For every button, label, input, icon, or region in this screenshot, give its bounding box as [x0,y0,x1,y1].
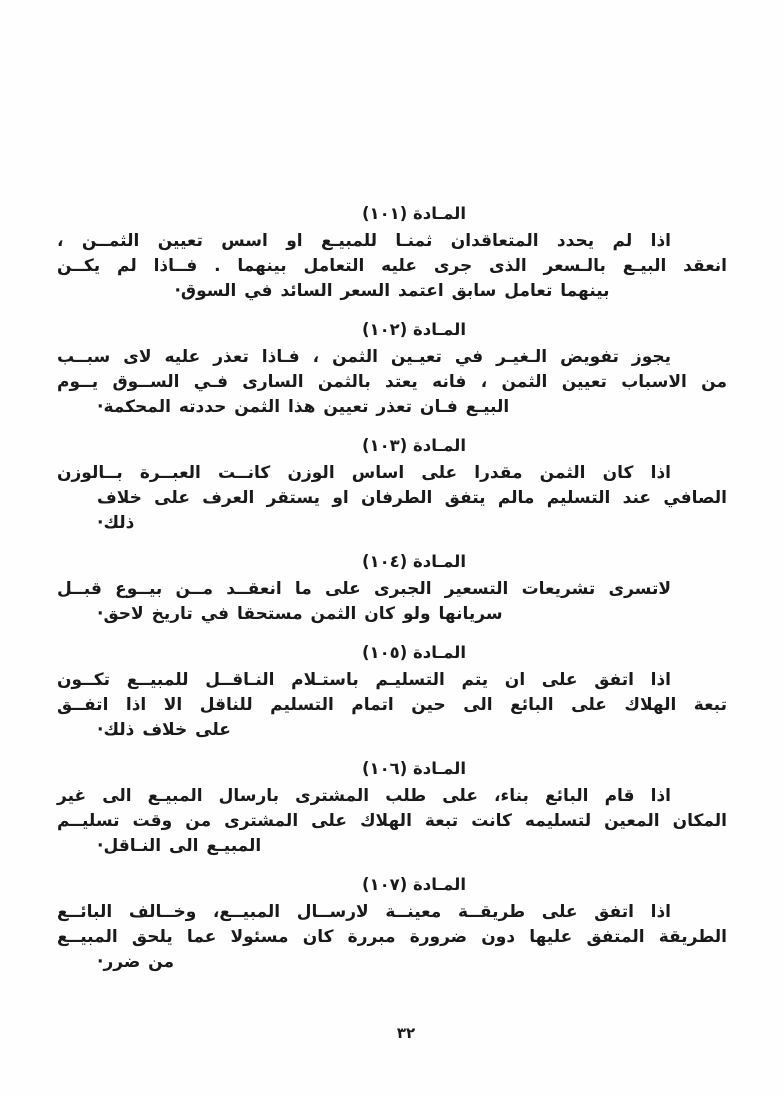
article-text-line: اذا لم يحدد المتعاقدان ثمنـا للمبيـع او اسس تعيين الثمــن ، [57,231,671,251]
article-text-line: يجوز تفويض الـغيـر في تعيـين الثمن ، فـاذا تعذر عليه لاى سبــب [57,347,671,367]
article-title: المـادة (١٠١) [361,204,466,223]
article-103 [57,433,727,536]
article-title: المـادة (١٠٥) [361,643,466,662]
article-text-line: اذا اتفق على ان يتم التسليـم باستـلام النـاقــل للمبيــع تكــون [57,670,671,690]
article-text-line: سريانها ولو كان الثمن مستحقا في تاريخ لاحق· [97,604,503,624]
article-body [57,668,727,743]
article-text-line: اذا قام البائع بناء، على طلب المشترى بارسال المبيـع الى غير [57,786,671,806]
article-body [57,345,727,420]
article-body [57,900,727,975]
article-text-line: لاتسرى تشريعات التسعير الجبرى على ما انعقــد مــن بيــوع قبــل [57,579,671,599]
article-text-line: المكان المعين لتسليمه كانت تبعة الهلاك على المشترى من وقت تسليــم [57,811,727,831]
article-text-line: بينهما تعامل سابق اعتمد السعر السائد في السوق· [174,281,610,301]
article-text-line: من ضرر· [97,952,174,972]
article-body [57,784,727,859]
article-title: المـادة (١٠٦) [361,759,466,778]
article-text-line: من الاسباب تعيين الثمن ، فانه يعتد بالثمن السارى فـي الســوق يــوم [57,372,727,392]
article-text-line: على خلاف ذلك· [97,720,231,740]
article-text-line: المبيـع الى النـاقل· [97,836,262,856]
article-101 [57,201,727,304]
article-body [57,461,727,536]
article-text-line: انعقد البيـع بالـسعر الذى جرى عليه التعامل بينهما . فــاذا لم يكــن [57,256,727,276]
article-text-line: الصافي عند التسليم مالم يتفق الطرفان او يستقر العرف على خلاف ذلك· [97,488,727,533]
article-102 [57,317,727,420]
article-104 [57,549,727,627]
article-text-line: الطريقة المتفق عليها دون ضرورة مبررة كان مسئولا عما يلحق المبيــع [57,927,727,947]
article-title: المـادة (١٠٢) [361,320,466,339]
article-title: المـادة (١٠٧) [361,875,466,894]
article-title: المـادة (١٠٤) [361,552,466,571]
page-number: ٣٢ [396,1024,416,1042]
article-text-line: البيـع فـان تعذر تعيين هذا الثمن حددته المحكمة· [97,397,510,417]
article-text-line: اذا كان الثمن مقدرا على اساس الوزن كانــت العبــرة بــالوزن [57,463,671,483]
article-title: المـادة (١٠٣) [361,436,466,455]
article-body [57,577,727,627]
article-body [57,229,727,304]
article-107 [57,872,727,975]
article-106 [57,756,727,859]
articles-container [57,201,727,988]
article-text-line: تبعة الهلاك على البائع الى حين اتمام التسليم للناقل الا اذا اتفــق [57,695,727,715]
article-105 [57,640,727,743]
article-text-line: اذا اتفق على طريقــة معينــة لارســال المبيــع، وخــالف البائــع [57,902,671,922]
